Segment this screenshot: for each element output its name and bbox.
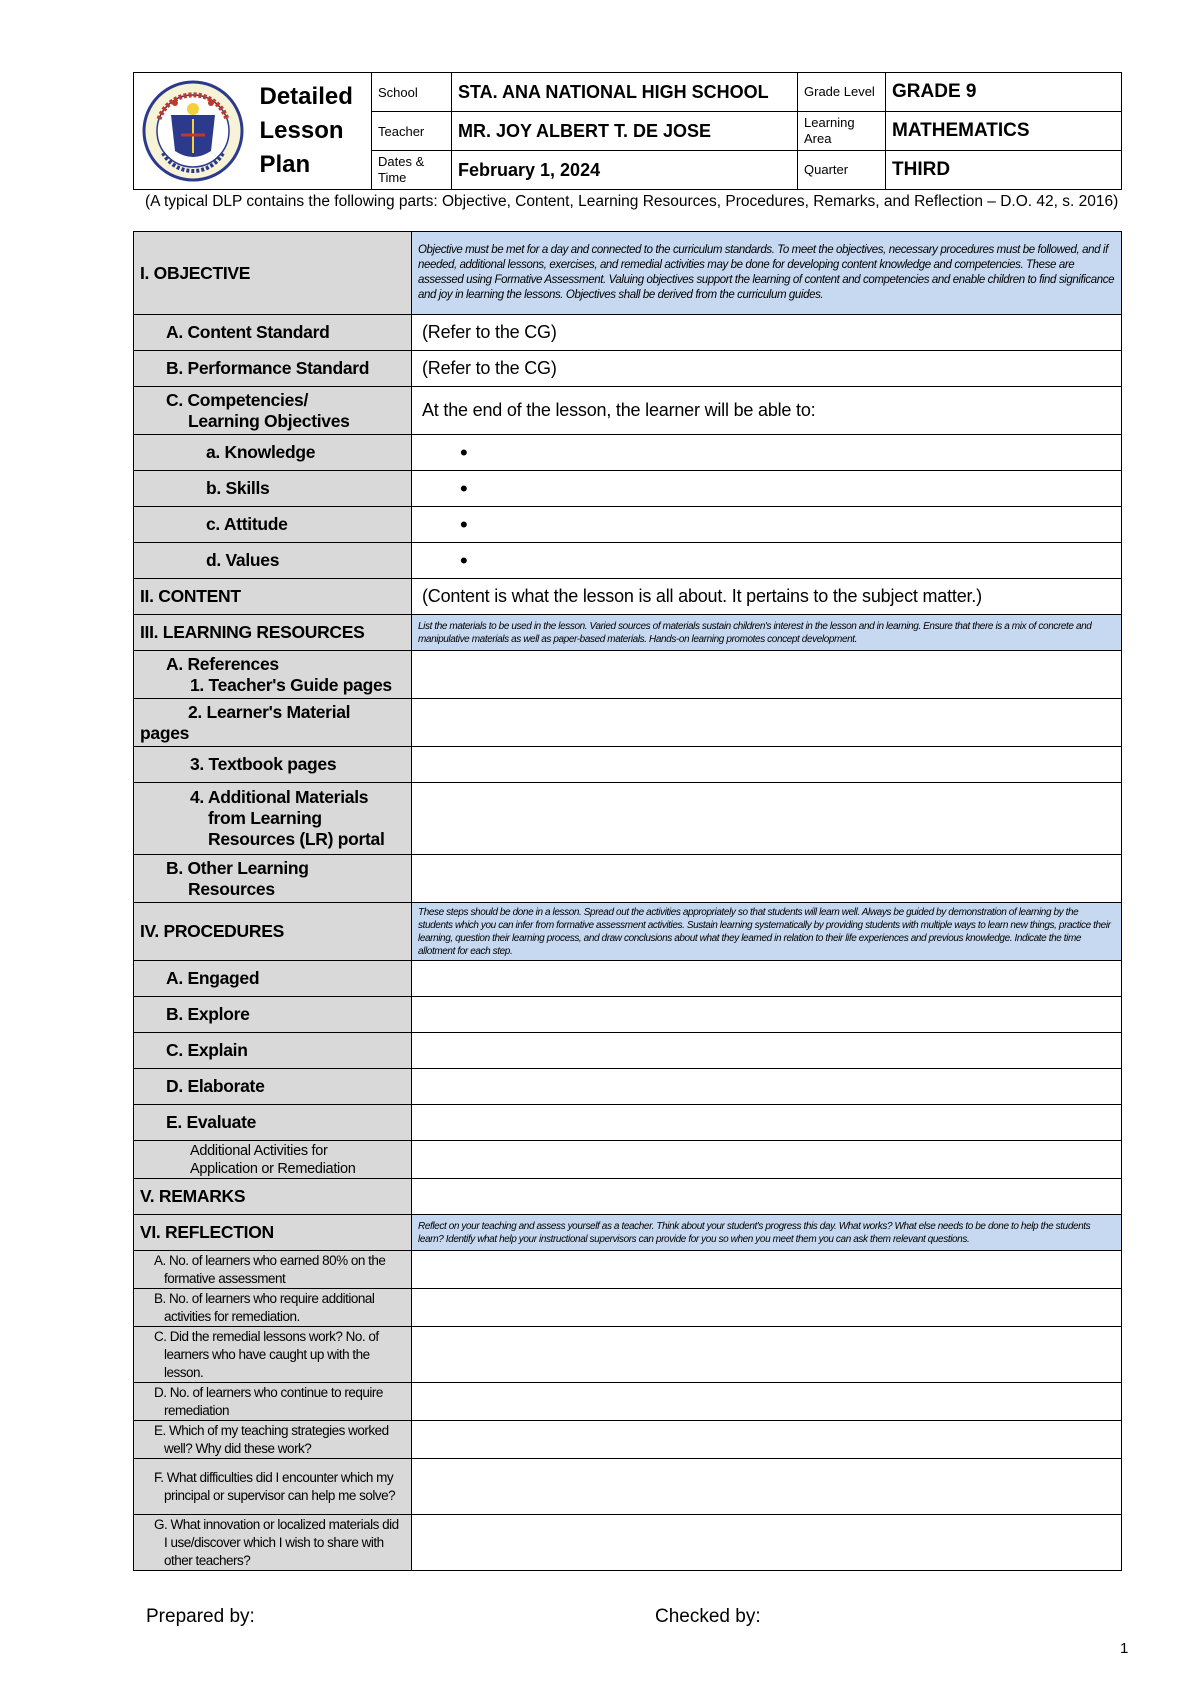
- school-label: School: [372, 73, 452, 112]
- performance-standard-value[interactable]: (Refer to the CG): [412, 351, 1122, 387]
- reflection-f-label: F. What difficulties did I encounter which my principal or supervisor can help me solve?: [134, 1459, 412, 1515]
- references-label: A. References 1. Teacher's Guide pages: [134, 651, 412, 699]
- knowledge-label: a. Knowledge: [134, 435, 412, 471]
- performance-standard-label: B. Performance Standard: [134, 351, 412, 387]
- skills-label: b. Skills: [134, 471, 412, 507]
- content-standard-label: A. Content Standard: [134, 315, 412, 351]
- content-standard-value[interactable]: (Refer to the CG): [412, 315, 1122, 351]
- other-resources-label: B. Other Learning Resources: [134, 855, 412, 903]
- learning-resources-heading: III. LEARNING RESOURCES: [134, 615, 412, 651]
- explain-label: C. Explain: [134, 1033, 412, 1069]
- lesson-plan-table: [133, 231, 1122, 1571]
- remarks-heading: V. REMARKS: [134, 1179, 412, 1215]
- reflection-guide: Reflect on your teaching and assess yourself as a teacher. Think about your student's progress this day. What works? What else needs to be done to help the students learn? Identify what help your instructional supervisors can provide for you so when you meet them you can ask them relevant questions.: [412, 1215, 1122, 1251]
- reflection-a-value[interactable]: [412, 1251, 1122, 1289]
- objective-heading: I. OBJECTIVE: [134, 232, 412, 315]
- teacher-label: Teacher: [372, 112, 452, 151]
- additional-activities-label: Additional Activities for Application or Remediation: [134, 1141, 412, 1179]
- elaborate-label: D. Elaborate: [134, 1069, 412, 1105]
- grade-label: Grade Level: [798, 73, 886, 112]
- header-table: [133, 72, 1122, 190]
- competencies-value[interactable]: At the end of the lesson, the learner will be able to:: [412, 387, 1122, 435]
- additional-activities-value[interactable]: [412, 1141, 1122, 1179]
- reflection-g-label: G. What innovation or localized materials did I use/discover which I wish to share with other teachers?: [134, 1515, 412, 1571]
- textbook-pages-label: 3. Textbook pages: [134, 747, 412, 783]
- explore-label: B. Explore: [134, 997, 412, 1033]
- evaluate-value[interactable]: [412, 1105, 1122, 1141]
- engaged-label: A. Engaged: [134, 961, 412, 997]
- dlp-note: (A typical DLP contains the following parts: Objective, Content, Learning Resources, Procedures, Remarks, and Reflection – D.O. 42, s. 2016): [145, 193, 1119, 210]
- elaborate-value[interactable]: [412, 1069, 1122, 1105]
- document-title: Detailed Lesson Plan: [252, 73, 372, 190]
- learners-material-label: 2. Learner's Material pages: [134, 699, 412, 747]
- knowledge-bullet[interactable]: •: [412, 435, 1122, 471]
- evaluate-label: E. Evaluate: [134, 1105, 412, 1141]
- additional-materials-label: 4. Additional Materials from Learning Resources (LR) portal: [134, 783, 412, 855]
- learning-resources-guide: List the materials to be used in the lesson. Varied sources of materials sustain children's interest in the lesson and in learning. Ensure that there is a mix of concrete and manipulative materials as well as paper-based materials. Hands-on learning promotes concept development.: [412, 615, 1122, 651]
- grade-value: GRADE 9: [886, 73, 1122, 112]
- checked-by-label: Checked by:: [655, 1606, 761, 1627]
- attitude-label: c. Attitude: [134, 507, 412, 543]
- procedures-heading: IV. PROCEDURES: [134, 903, 412, 961]
- textbook-pages-value[interactable]: [412, 747, 1122, 783]
- reflection-heading: VI. REFLECTION: [134, 1215, 412, 1251]
- reflection-e-label: E. Which of my teaching strategies worked well? Why did these work?: [134, 1421, 412, 1459]
- competencies-label: C. Competencies/ Learning Objectives: [134, 387, 412, 435]
- page-number: 1: [1120, 1640, 1129, 1657]
- dates-value: February 1, 2024: [452, 151, 798, 190]
- learning-area-label: Learning Area: [798, 112, 886, 151]
- remarks-value[interactable]: [412, 1179, 1122, 1215]
- quarter-label: Quarter: [798, 151, 886, 190]
- explain-value[interactable]: [412, 1033, 1122, 1069]
- teacher-value: MR. JOY ALBERT T. DE JOSE: [452, 112, 798, 151]
- content-value[interactable]: (Content is what the lesson is all about. It pertains to the subject matter.): [412, 579, 1122, 615]
- reflection-b-value[interactable]: [412, 1289, 1122, 1327]
- quarter-value: THIRD: [886, 151, 1122, 190]
- reflection-d-label: D. No. of learners who continue to require remediation: [134, 1383, 412, 1421]
- reflection-c-label: C. Did the remedial lessons work? No. of learners who have caught up with the lesson.: [134, 1327, 412, 1383]
- prepared-by-label: Prepared by:: [146, 1606, 255, 1627]
- deped-seal-icon: [141, 79, 245, 183]
- values-bullet[interactable]: •: [412, 543, 1122, 579]
- learning-area-value: MATHEMATICS: [886, 112, 1122, 151]
- teachers-guide-value[interactable]: [412, 651, 1122, 699]
- values-label: d. Values: [134, 543, 412, 579]
- deped-seal: [134, 73, 252, 190]
- procedures-guide: These steps should be done in a lesson. Spread out the activities appropriately so that students will learn well. Always be guided by demonstration of learning by the students which you can infer from formative assessment activities. Sustain learning systematically by providing students with multiple ways to learn new things, practice their learning, question their learning process, and draw conclusions about what they learned in relation to their life experiences and previous knowledge. Indicate the time allotment for each step.: [412, 903, 1122, 961]
- additional-materials-value[interactable]: [412, 783, 1122, 855]
- engaged-value[interactable]: [412, 961, 1122, 997]
- reflection-f-value[interactable]: [412, 1459, 1122, 1515]
- reflection-b-label: B. No. of learners who require additional activities for remediation.: [134, 1289, 412, 1327]
- content-heading: II. CONTENT: [134, 579, 412, 615]
- reflection-a-label: A. No. of learners who earned 80% on the formative assessment: [134, 1251, 412, 1289]
- explore-value[interactable]: [412, 997, 1122, 1033]
- reflection-c-value[interactable]: [412, 1327, 1122, 1383]
- reflection-d-value[interactable]: [412, 1383, 1122, 1421]
- objective-guide: Objective must be met for a day and connected to the curriculum standards. To meet the objectives, necessary procedures must be followed, and if needed, additional lessons, exercises, and remedial activities may be done for developing content knowledge and competencies. These are assessed using Formative Assessment. Valuing objectives support the learning of content and competencies and enable children to find significance and joy in learning the lessons. Objectives shall be derived from the curriculum guides.: [412, 232, 1122, 315]
- attitude-bullet[interactable]: •: [412, 507, 1122, 543]
- reflection-e-value[interactable]: [412, 1421, 1122, 1459]
- school-value: STA. ANA NATIONAL HIGH SCHOOL: [452, 73, 798, 112]
- learners-material-value[interactable]: [412, 699, 1122, 747]
- other-resources-value[interactable]: [412, 855, 1122, 903]
- skills-bullet[interactable]: •: [412, 471, 1122, 507]
- reflection-g-value[interactable]: [412, 1515, 1122, 1571]
- dates-label: Dates & Time: [372, 151, 452, 190]
